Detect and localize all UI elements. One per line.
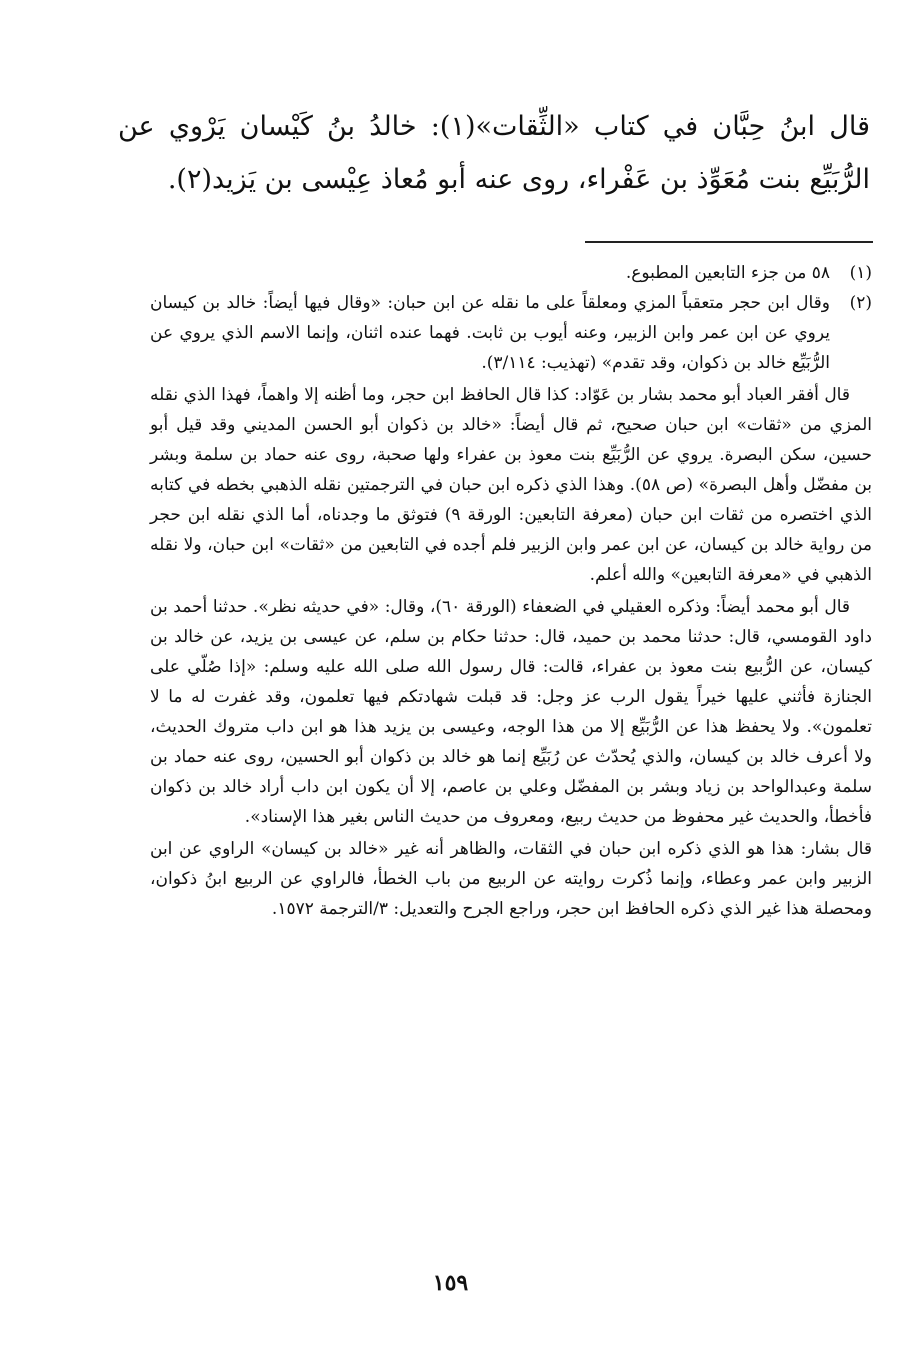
footnotes-section — [150, 258, 872, 924]
footnote-number: (٢) — [849, 293, 872, 313]
footnote — [150, 258, 872, 288]
footnote-separator — [585, 241, 873, 243]
commentary-paragraph: قال أفقر العباد أبو محمد بشار بن عَوّاد: كذا قال الحافظ ابن حجر، وما أظنه إلا واهماً، فهذا الذي نقله المزي من «ثقات» ابن حبان صحيح، ثم قال أيضاً: «خالد بن ذكوان أبو الحسن المديني وقد قيل أبو حسين، سكن البصرة. يروي عن الرُّبَيِّع بنت معوذ بن عفراء ولها صحبة، روى عنه حماد بن سلمة وبشر بن مفضّل وأهل البصرة» (ص ٥٨). وهذا الذي ذكره ابن حبان في الترجمتين نقله الذهبي بخطه في كتابه الذي اختصره من ثقات ابن حبان (معرفة التابعين: الورقة ٩) فتوثق ما وجدناه، أما الذي نقله ابن حجر من رواية خالد بن كيسان، عن ابن عمر وابن الزبير فلم أجده في التابعين من «ثقات» ابن حبان، ولا نقله الذهبي في «معرفة التابعين» والله أعلم. — [150, 385, 873, 585]
footnote — [150, 288, 872, 378]
commentary-paragraph: قال بشار: هذا هو الذي ذكره ابن حبان في الثقات، والظاهر أنه غير «خالد بن كيسان» الراوي عن ابن الزبير وابن عمر وعطاء، وإنما ذُكرت روايته عن الربيع من باب الخطأ، فالراوي عن الربيع ابنُ ذكوان، ومحصلة هذا غير الذي ذكره الحافظ ابن حجر، وراجع الجرح والتعديل: ٣/الترجمة ١٥٧٢. — [150, 839, 872, 919]
main-text: قال ابنُ حِبَّان في كتاب «الثِّقات»(١): خالدُ بنُ كَيْسان يَرْوي عن الرُّبَيِّع بنت مُعَوِّذ بن عَفْراء، روى عنه أبو مُعاذ عِيْسى بن يَزيد(٢). — [118, 111, 870, 195]
commentary-paragraph: قال أبو محمد أيضاً: وذكره العقيلي في الضعفاء (الورقة ٦٠)، وقال: «في حديثه نظر». حدثنا أحمد بن داود القومسي، قال: حدثنا محمد بن حميد، قال: حدثنا حكام بن سلم، عن عيسى بن يزيد، عن خالد بن كيسان، عن الرُّبيع بنت معوذ بن عفراء، قالت: قال رسول الله صلى الله عليه وسلم: «إذا صُلّي على الجنازة فأثني عليها خيراً يقول الرب عز وجل: قد قبلت شهادتكم فيها تعلمون، وقد غفرت له ما لا تعلمون». ولا يحفظ هذا عن الرُّبَيِّع إلا من هذا الوجه، وعيسى بن يزيد هذا هو ابن داب متروك الحديث، ولا أعرف خالد بن كيسان، والذي يُحدّث عن رُبَيِّع إنما هو خالد بن ذكوان أبو الحسين، روى عنه حماد بن سلمة وعبدالواحد بن زياد وبشر بن المفضّل وعلي بن عاصم، إلا أن يكون ابن داب أراد خالد بن ذكوان فأخطأ، والحديث غير محفوظ من حديث ربيع، ومعروف من حديث الناس بغير هذا الإسناد». — [150, 597, 872, 827]
footnote-text: ٥٨ من جزء التابعين المطبوع. — [625, 263, 830, 283]
footnote-number: (١) — [849, 263, 872, 283]
footnote-text: وقال ابن حجر متعقباً المزي ومعلقاً على ما نقله عن ابن حبان: «وقال فيها أيضاً: خالد بن كيسان يروي عن ابن عمر وابن الزبير، وعنه أيوب بن ثابت. فهما عنده اثنان، وإنما الاسم الذي يروي عن الرُّبَيِّع خالد بن ذكوان، وقد تقدم» (تهذيب: ٣/١١٤). — [150, 293, 830, 373]
page-number: ١٥٩ — [432, 1270, 469, 1296]
